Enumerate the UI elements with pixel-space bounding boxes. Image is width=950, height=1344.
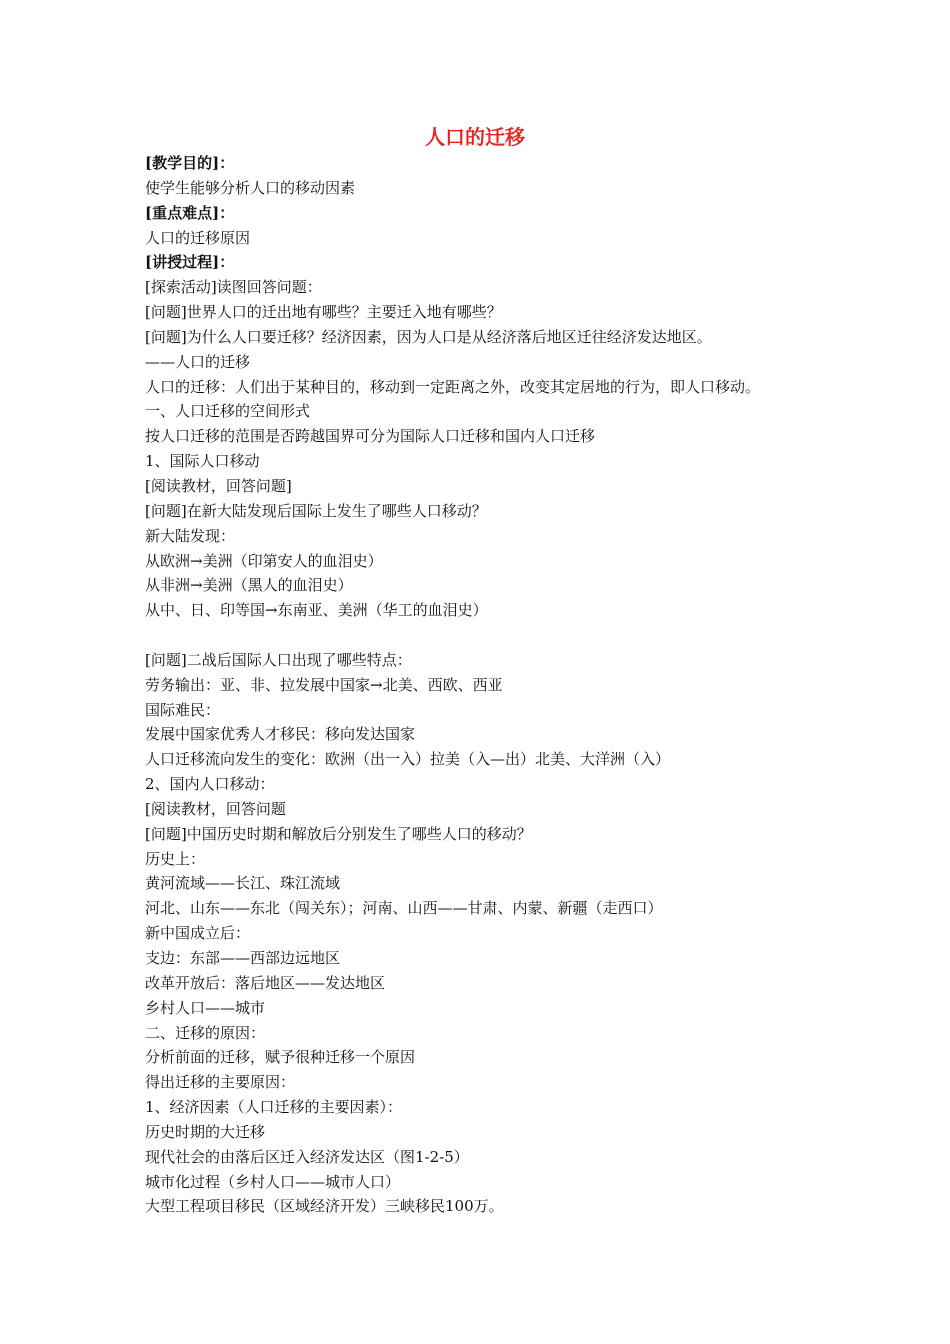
document-title: 人口的迁移: [425, 125, 525, 149]
text-line: 2、国内人口移动：: [145, 775, 275, 794]
text-line: 国际难民：: [145, 700, 221, 719]
text-line: [阅读教材，回答问题]: [145, 476, 292, 495]
text-line: 人口迁移流向发生的变化：欧洲（出一入）拉美（入—出）北美、大洋洲（入）: [145, 750, 671, 769]
text-line: 一、人口迁移的空间形式: [145, 402, 311, 421]
text-line: 支边：东部——西部边远地区: [145, 949, 341, 967]
text-line: 从欧洲→美洲（印第安人的血泪史）: [145, 551, 383, 570]
text-line: [问题]在新大陆发现后国际上发生了哪些人口移动？: [145, 501, 487, 520]
document-body: [145, 151, 845, 1219]
text-line: 改革开放后：落后地区——发达地区: [145, 973, 386, 992]
text-line: 河北、山东——东北（闯关东）；河南、山西——甘肃、内蒙、新疆（走西口）: [145, 899, 663, 918]
section-heading: [重点难点]：: [145, 203, 235, 222]
text-line: 人口的迁移：人们出于某种目的，移动到一定距离之外，改变其定居地的行为，即人口移动。: [145, 377, 761, 396]
text-line: [问题]中国历史时期和解放后分别发生了哪些人口的移动？: [145, 824, 532, 843]
text-line: 从中、日、印等国→东南亚、美洲（华工的血泪史）: [145, 601, 488, 620]
text-line: 大型工程项目移民（区域经济开发）三峡移民100万。: [145, 1197, 504, 1216]
text-line: ——人口的迁移: [145, 352, 251, 371]
text-line: 发展中国家优秀人才移民：移向发达国家: [145, 725, 416, 744]
text-line: 黄河流域——长江、珠江流域: [145, 874, 341, 893]
text-line: 历史时期的大迁移: [145, 1122, 266, 1141]
text-line: 二、迁移的原因：: [145, 1023, 266, 1042]
text-line: [阅读教材，回答问题: [145, 799, 286, 818]
text-line: 使学生能够分析人口的移动因素: [145, 178, 356, 197]
text-line: [探索活动]读图回答问题：: [145, 278, 322, 297]
text-line: 从非洲→美洲（黑人的血泪史）: [145, 576, 353, 595]
section-heading: [教学目的]：: [145, 154, 235, 172]
section-heading: [讲授过程]：: [145, 253, 235, 272]
text-line: 分析前面的迁移，赋予很种迁移一个原因: [145, 1048, 416, 1067]
text-line: 新中国成立后：: [145, 924, 251, 943]
text-line: 新大陆发现：: [145, 526, 236, 545]
text-line: 得出迁移的主要原因：: [145, 1073, 296, 1092]
text-line: 1、经济因素（人口迁移的主要因素）：: [145, 1098, 403, 1117]
text-line: [问题]世界人口的迁出地有哪些？主要迁入地有哪些？: [145, 303, 502, 322]
text-line: 1、国际人口移动: [145, 452, 260, 471]
text-line: 按人口迁移的范围是否跨越国界可分为国际人口迁移和国内人口迁移: [145, 427, 596, 446]
text-line: 乡村人口——城市: [145, 998, 266, 1017]
text-line: 城市化过程（乡村人口——城市人口）: [145, 1172, 401, 1191]
text-line: 劳务输出：亚、非、拉发展中国家→北美、西欧、西亚: [145, 675, 503, 694]
text-line: [问题]为什么人口要迁移？经济因素，因为人口是从经济落后地区迁往经济发达地区。: [145, 327, 712, 346]
text-line: 现代社会的由落后区迁入经济发达区（图1-2-5）: [145, 1147, 469, 1166]
text-line: [145, 623, 845, 648]
text-line: 人口的迁移原因: [145, 228, 251, 247]
text-line: 历史上：: [145, 849, 206, 868]
text-line: [问题]二战后国际人口出现了哪些特点：: [145, 650, 412, 669]
